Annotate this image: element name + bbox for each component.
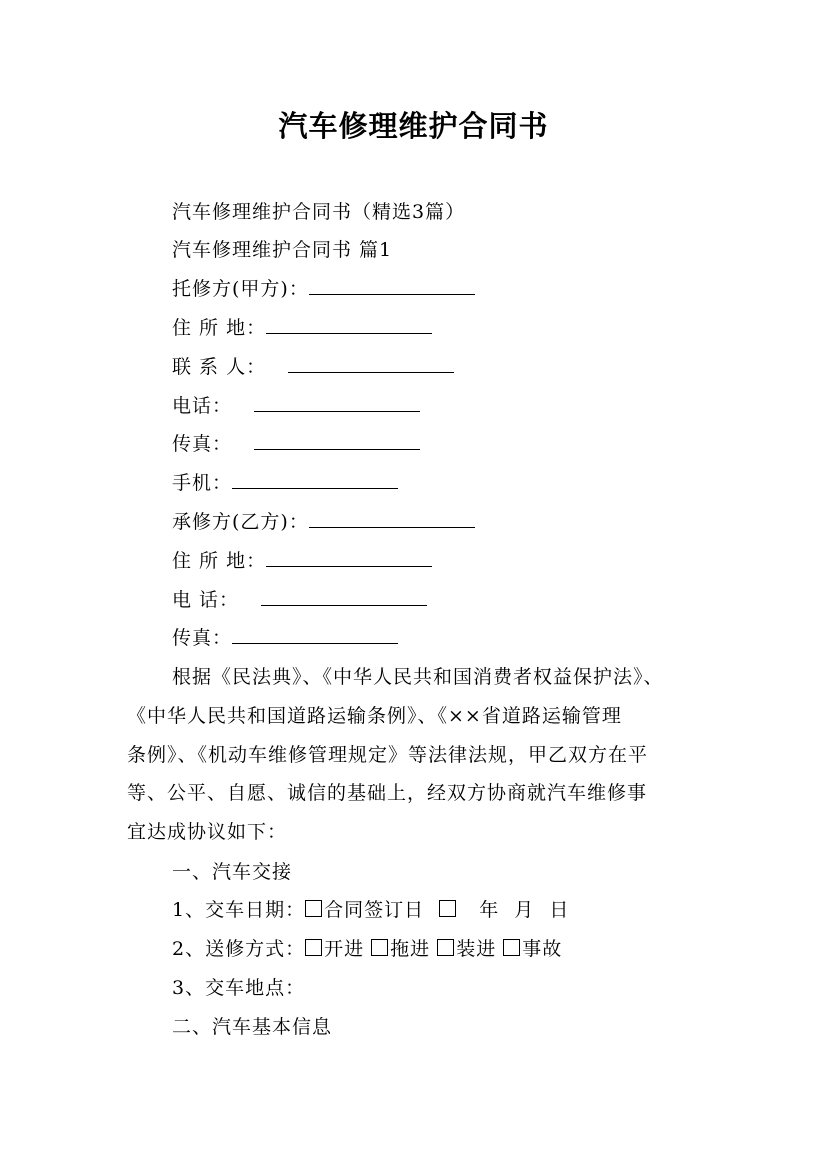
delivery-method-line	[172, 936, 562, 962]
delivery-date-line	[172, 897, 569, 923]
party-b-address-blank[interactable]	[266, 548, 432, 567]
party-a-fax-label: 传真：	[172, 433, 233, 455]
party-a-phone-line	[172, 393, 420, 419]
delivery-method-option: 拖进	[390, 938, 431, 960]
section-1-heading: 一、汽车交接	[172, 861, 293, 883]
preamble-line: 等、公平、自愿、诚信的基础上，经双方协商就汽车维修事	[127, 782, 648, 805]
party-a-mobile-blank[interactable]	[232, 470, 398, 489]
party-a-line	[172, 276, 475, 302]
party-b-label: 承修方(乙方)：	[172, 511, 309, 533]
document-subtitle: 汽车修理维护合同书（精选3篇）	[172, 201, 466, 223]
party-b-phone-blank[interactable]	[261, 587, 427, 606]
party-a-fax-line	[172, 431, 420, 457]
document-title: 汽车修理维护合同书	[278, 109, 549, 143]
party-a-phone-blank[interactable]	[254, 393, 420, 412]
party-b-blank[interactable]	[309, 509, 475, 528]
party-b-address-label: 住 所 地：	[172, 550, 267, 572]
party-b-fax-label: 传真：	[172, 627, 233, 649]
checkbox-icon[interactable]	[305, 939, 322, 956]
checkbox-icon[interactable]	[437, 939, 454, 956]
party-a-fax-blank[interactable]	[254, 431, 420, 450]
party-a-contact-label: 联 系 人：	[172, 356, 267, 378]
delivery-method-option: 装进	[456, 938, 497, 960]
party-a-contact-blank[interactable]	[288, 354, 454, 373]
preamble-line: 宜达成协议如下：	[127, 821, 288, 844]
chapter-heading: 汽车修理维护合同书 篇1	[172, 239, 393, 261]
checkbox-icon[interactable]	[305, 900, 322, 917]
delivery-date-option: 合同签订日	[324, 899, 425, 921]
delivery-date-label: 1、交车日期：	[172, 899, 306, 921]
delivery-date-month: 月	[514, 899, 535, 921]
party-b-line	[172, 509, 475, 535]
party-a-phone-label: 电话：	[172, 395, 233, 417]
party-a-address-line	[172, 315, 432, 341]
party-a-mobile-line	[172, 470, 398, 496]
party-b-fax-blank[interactable]	[232, 625, 398, 644]
party-a-contact-line	[172, 354, 454, 380]
delivery-method-option: 开进	[324, 938, 365, 960]
delivery-date-day: 日	[549, 899, 570, 921]
party-b-fax-line	[172, 625, 398, 651]
delivery-method-option: 事故	[522, 938, 563, 960]
party-a-blank[interactable]	[309, 276, 475, 295]
party-a-address-blank[interactable]	[266, 315, 432, 334]
preamble-paragraph	[127, 658, 727, 852]
preamble-line: 《中华人民共和国道路运输条例》、《××省道路运输管理	[127, 704, 622, 727]
party-a-mobile-label: 手机：	[172, 472, 233, 494]
delivery-method-label: 2、送修方式：	[172, 938, 306, 960]
party-b-address-line	[172, 548, 432, 574]
preamble-line: 根据《民法典》、《中华人民共和国消费者权益保护法》、	[172, 666, 664, 688]
party-b-phone-label: 电 话：	[172, 589, 240, 611]
checkbox-icon[interactable]	[371, 939, 388, 956]
party-a-address-label: 住 所 地：	[172, 317, 267, 339]
party-a-label: 托修方(甲方)：	[172, 278, 309, 300]
preamble-line: 条例》、《机动车维修管理规定》等法律法规，甲乙双方在平	[127, 743, 649, 766]
party-b-phone-line	[172, 587, 427, 613]
delivery-place-line: 3、交车地点：	[172, 977, 306, 999]
section-2-heading: 二、汽车基本信息	[172, 1016, 333, 1038]
checkbox-icon[interactable]	[503, 939, 520, 956]
delivery-date-year: 年	[479, 899, 500, 921]
checkbox-icon[interactable]	[439, 900, 456, 917]
